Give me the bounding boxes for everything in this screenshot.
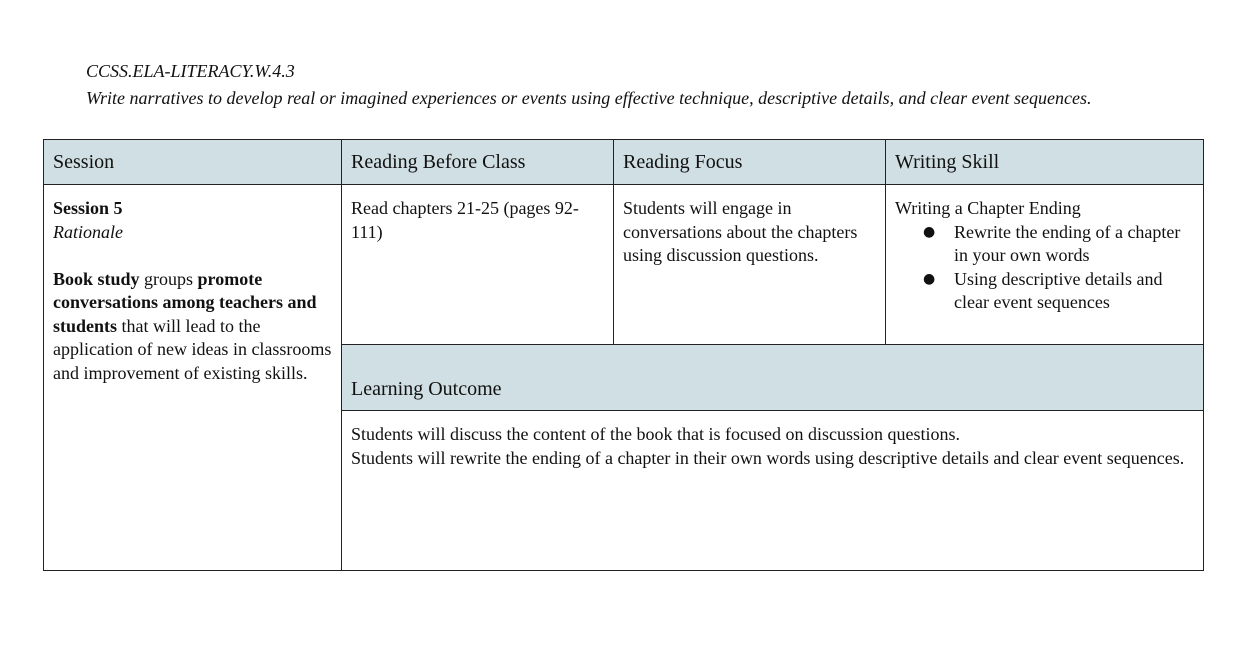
learning-outcome-header: Learning Outcome — [342, 345, 1204, 411]
session-row — [44, 185, 1204, 345]
learning-outcome-line: Students will rewrite the ending of a chapter in their own words using descriptive details and clear event sequences. — [351, 447, 1185, 468]
lesson-plan-table — [43, 139, 1204, 571]
writing-skill-title: Writing a Chapter Ending — [895, 198, 1081, 218]
standard-block — [86, 58, 1166, 112]
header-reading-before-class: Reading Before Class — [342, 140, 614, 185]
session-cell — [44, 185, 342, 571]
rationale-label: Rationale — [53, 221, 123, 242]
list-item: ● Rewrite the ending of a chapter in your own words — [923, 221, 1181, 265]
list-item: ● Using descriptive details and clear event sequences — [923, 268, 1163, 312]
writing-skill-cell — [886, 185, 1204, 345]
learning-outcome-cell — [342, 411, 1204, 571]
header-row — [44, 140, 1204, 185]
reading-focus-cell: Students will engage in conversations about the chapters using discussion questions. — [614, 185, 886, 345]
rationale-text: Book study groups promote conversations among teachers and students that will lead to the application of new ideas in classrooms and improvement of existing skills. — [53, 268, 332, 383]
standard-description: Write narratives to develop real or imagined experiences or events using effective technique, descriptive details, and clear event sequences. — [86, 88, 1092, 108]
reading-before-class-cell: Read chapters 21-25 (pages 92-111) — [342, 185, 614, 345]
bullet-icon: ● — [923, 270, 936, 287]
session-title: Session 5 — [53, 198, 123, 218]
standard-code: CCSS.ELA-LITERACY.W.4.3 — [86, 61, 295, 81]
header-session: Session — [44, 140, 342, 185]
header-writing-skill: Writing Skill — [886, 140, 1204, 185]
writing-skill-list — [895, 221, 1194, 315]
header-reading-focus: Reading Focus — [614, 140, 886, 185]
learning-outcome-line: Students will discuss the content of the book that is focused on discussion questions. — [351, 424, 960, 444]
bullet-icon: ● — [923, 223, 936, 240]
